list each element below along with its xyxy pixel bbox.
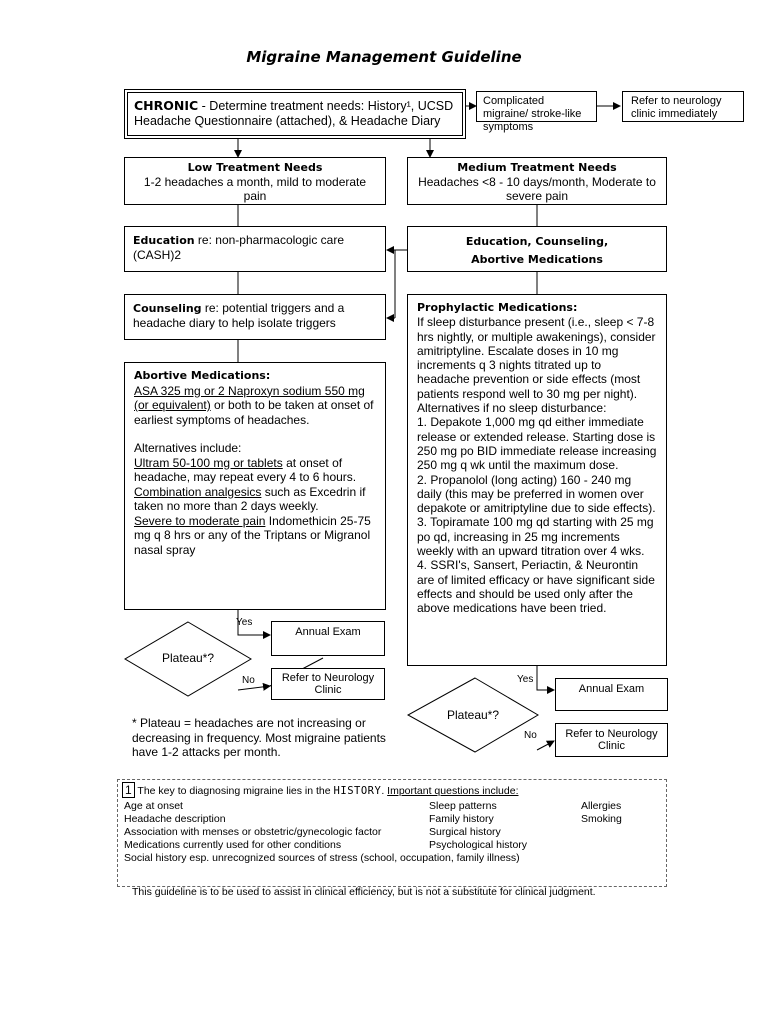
education-counseling-box xyxy=(407,226,667,272)
annual-exam-right-text: Annual Exam xyxy=(578,683,645,695)
plateau-left-label: Plateau*? xyxy=(161,651,215,665)
annual-exam-left xyxy=(271,621,385,656)
prophylactic-item-4: 4. SSRI's, Sansert, Periactin, & Neurontin are of limited efficacy or have significant side effects and should be used only after the above medications have been tried. xyxy=(417,558,655,616)
annual-exam-right xyxy=(555,678,668,711)
abortive-alternatives: Alternatives include: xyxy=(134,441,242,455)
prophylactic-item-1: 1. Depakote 1,000 mg qd either immediate release or extended release. Starting dose is 250 mg po BID immediate release increasing 250 mg q wk until the maximum dose. xyxy=(417,415,657,473)
abortive-severe: Severe to moderate pain xyxy=(134,513,266,528)
refer-neurology-left xyxy=(271,668,385,700)
plateau-right-label: Plateau*? xyxy=(446,708,500,722)
education-counseling-title: Education, Counseling, Abortive Medications xyxy=(465,235,609,266)
history-item: Family history xyxy=(429,813,494,825)
education-box xyxy=(124,226,386,272)
abortive-first-line: ASA 325 mg or 2 Naproxyn sodium 550 mg (or equivalent) xyxy=(134,383,365,412)
low-text: 1-2 headaches a month, mild to moderate pain xyxy=(143,175,367,203)
abortive-combo-rest: such as Excedrin if taken no more than 2 days weekly. xyxy=(134,484,366,513)
abortive-combo: Combination analgesics xyxy=(134,484,262,499)
prophylactic-heading: Prophylactic Medications: xyxy=(417,301,578,314)
refer-neurology-right-text: Refer to Neurology Clinic xyxy=(565,728,658,752)
abortive-ultram: Ultram 50-100 mg or tablets xyxy=(134,455,283,470)
abortive-ultram-rest: at onset of headache, may repeat every 4 to 6 hours. xyxy=(134,455,357,484)
history-intro: The key to diagnosing migraine lies in the xyxy=(137,785,334,797)
chronic-text: - Determine treatment needs: History¹, UCSD Headache Questionnaire (attached), & Headache Diary xyxy=(134,99,454,128)
medium-heading: Medium Treatment Needs xyxy=(457,161,617,174)
history-important: Important questions include: xyxy=(387,785,519,797)
plateau-left-yes: Yes xyxy=(236,617,253,628)
prophylactic-item-3: 3. Topiramate 100 mg qd starting with 25 mg po qd, increasing in 25 mg increments weekly with an upward titration over 4 wks. xyxy=(417,515,654,559)
abortive-heading: Abortive Medications: xyxy=(134,369,271,382)
refer-immediately-text: Refer to neurology clinic immediately xyxy=(631,95,722,120)
history-item: Association with menses or obstetric/gynecologic factor xyxy=(124,826,382,838)
abortive-medications-box xyxy=(124,362,386,610)
complicated-text: Complicated migraine/ stroke-like symptoms xyxy=(483,95,582,133)
history-keyword: HISTORY xyxy=(333,785,382,797)
plateau-note: * Plateau = headaches are not increasing or decreasing in frequency. Most migraine patients have 1-2 attacks per month. xyxy=(132,716,386,759)
prophylactic-medications-box xyxy=(407,294,667,666)
history-item: Sleep patterns xyxy=(429,800,497,812)
plateau-left-no: No xyxy=(242,675,255,686)
prophylactic-body: If sleep disturbance present (i.e., sleep < 7-8 hrs nightly, or multiple awakenings), consider amitriptyline. Escalate doses in 10 mg increments q 3 nights titrated up to headache prevention or side effects (most patients respond well to 30 mg per night). Alternatives if no sleep disturbance: xyxy=(417,315,656,416)
history-col-3 xyxy=(581,800,622,826)
low-treatment-box xyxy=(124,157,386,205)
history-item: Medications currently used for other conditions xyxy=(124,839,342,851)
education-text: re: non-pharmacologic care (CASH)2 xyxy=(133,233,345,262)
refer-neurology-left-text: Refer to Neurology Clinic xyxy=(281,672,375,696)
complicated-migraine-box xyxy=(476,91,597,133)
medium-treatment-box xyxy=(407,157,667,205)
history-item: Social history esp. unrecognized sources of stress (school, occupation, family illness) xyxy=(124,852,520,864)
page-title: Migraine Management Guideline xyxy=(246,48,522,66)
history-item: Surgical history xyxy=(429,826,501,838)
history-item: Psychological history xyxy=(429,839,528,851)
history-col-2 xyxy=(429,800,527,852)
history-item: Headache description xyxy=(124,813,226,825)
abortive-severe-rest: Indomethicin 25-75 mg q 8 hrs or any of the Triptans or Migranol nasal spray xyxy=(134,513,371,557)
history-item: Smoking xyxy=(581,813,622,825)
history-item: Age at onset xyxy=(124,800,183,812)
counseling-label: Counseling xyxy=(133,302,202,315)
history-box xyxy=(117,779,667,887)
annual-exam-left-text: Annual Exam xyxy=(295,626,361,638)
history-item: Allergies xyxy=(581,800,622,812)
counseling-text: re: potential triggers and a headache diary to help isolate triggers xyxy=(133,301,345,330)
history-footnote-number: 1 xyxy=(122,782,135,798)
low-heading: Low Treatment Needs xyxy=(187,161,323,174)
education-label: Education xyxy=(133,234,195,247)
refer-immediately-box xyxy=(622,91,744,122)
refer-neurology-right xyxy=(555,723,668,757)
abortive-first-rest: or both to be taken at onset of earliest symptoms of headaches. xyxy=(134,398,374,427)
chronic-label: CHRONIC xyxy=(134,98,199,113)
history-intro-period: . xyxy=(381,785,388,797)
footer-disclaimer: This guideline is to be used to assist in clinical efficiency, but is not a substitute for clinical judgment. xyxy=(132,886,596,898)
chronic-box xyxy=(124,89,466,139)
plateau-right-yes: Yes xyxy=(517,674,534,685)
prophylactic-item-2: 2. Propanolol (long acting) 160 - 240 mg daily (this may be preferred in women over depakote or amitriptyline due to side effects). xyxy=(417,472,656,516)
plateau-right-no: No xyxy=(524,730,537,741)
medium-text: Headaches <8 - 10 days/month, Moderate to severe pain xyxy=(418,175,656,203)
counseling-box xyxy=(124,294,386,340)
